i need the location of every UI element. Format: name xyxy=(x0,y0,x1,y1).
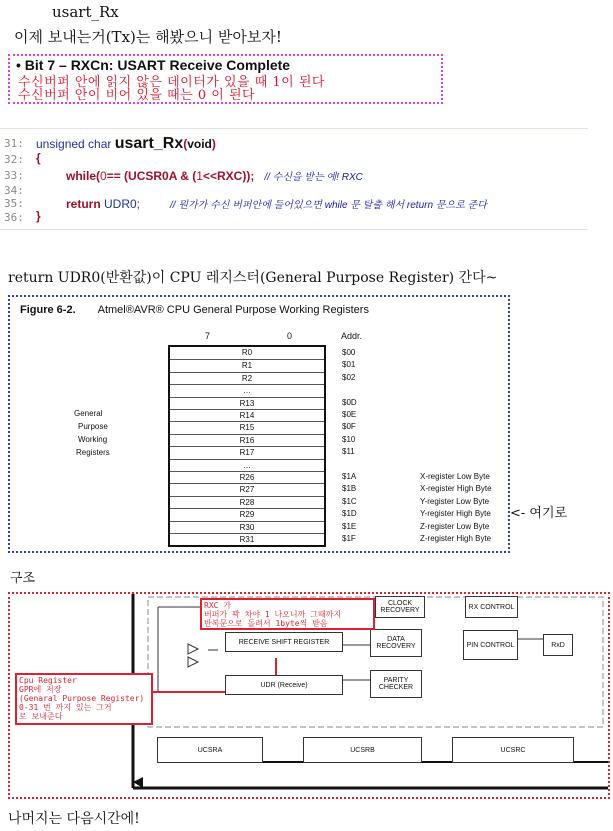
data-recovery-block: DATA RECOVERY xyxy=(370,629,422,657)
code-number: 0 xyxy=(100,169,107,183)
group-label: General xyxy=(74,409,103,418)
cpu-note-line: Cpu Register xyxy=(19,676,77,685)
code-type: unsigned char xyxy=(36,137,115,151)
register-row: R30 xyxy=(170,521,324,533)
group-label: Registers xyxy=(76,448,110,457)
cpu-note-line: GPR에 저장 xyxy=(19,685,62,694)
intro-text: 이제 보내는거(Tx)는 해봤으니 받아보자! xyxy=(14,28,282,46)
register-row: R31 xyxy=(170,533,324,545)
register-addr: $11 xyxy=(342,447,355,457)
register-addr: $10 xyxy=(342,434,356,444)
code-comment: // 뭔가가 수신 버퍼안에 들어있으면 while 문 탈출 해서 return 문으로 준다 xyxy=(170,200,487,211)
register-row: R26 xyxy=(170,471,324,483)
register-desc: X-register High Byte xyxy=(420,484,492,494)
cpu-note-line: 로 보내준다 xyxy=(19,712,63,721)
code-line-signature xyxy=(36,135,216,153)
code-block xyxy=(0,128,588,230)
code-number: 1 xyxy=(196,169,203,183)
register-row: R13 xyxy=(170,397,324,409)
clock-recovery-block: CLOCK RECOVERY xyxy=(375,596,425,618)
group-label: Working xyxy=(78,435,108,444)
register-addr: $0D xyxy=(342,397,357,407)
rxc-note xyxy=(200,598,375,630)
code-token: ) xyxy=(211,137,216,151)
line-number: 35: xyxy=(4,197,24,210)
rx-control-block: RX CONTROL xyxy=(465,596,518,618)
register-row: R0 xyxy=(241,348,253,357)
code-line-return xyxy=(66,196,487,211)
register-row: R1 xyxy=(170,359,324,371)
figure-caption: Atmel®AVR® CPU General Purpose Working Registers xyxy=(97,304,369,316)
register-addr: $00 xyxy=(342,348,356,357)
bit-0-label: 0 xyxy=(287,331,293,341)
addr-header: Addr. xyxy=(341,331,363,341)
register-row: R2 xyxy=(170,372,324,384)
return-description: return UDR0(반환값)이 CPU 레지스터(General Purpose Register) 간다~ xyxy=(8,270,498,286)
receive-shift-register-block: RECEIVE SHIFT REGISTER xyxy=(225,632,343,652)
register-addr: $0F xyxy=(342,422,356,432)
line-number: 32: xyxy=(4,153,24,166)
code-token: ( xyxy=(183,137,188,151)
register-row: R17 xyxy=(170,446,324,458)
code-func-name: usart_Rx xyxy=(114,135,184,152)
code-comment: // 수신을 받는 예! RXC xyxy=(264,172,363,183)
cpu-note-line: 0-31 번 까지 있는 그거 xyxy=(19,703,112,712)
ucsrb-block: UCSRB xyxy=(303,737,422,763)
register-row: … xyxy=(170,459,324,471)
register-row: R29 xyxy=(170,508,324,520)
bit-line-2: 수신버퍼 안이 비어 있을 때는 0 이 된다 xyxy=(18,88,256,103)
cpu-note-line: (Genaral Purpose Register) xyxy=(19,694,145,703)
register-addr: $02 xyxy=(342,372,356,382)
bit-7-label: 7 xyxy=(205,331,211,341)
register-row: R27 xyxy=(170,483,324,495)
code-close-brace: } xyxy=(36,209,41,223)
bit-heading: • Bit 7 – RXCn: USART Receive Complete xyxy=(16,57,291,73)
pin-control-block: PIN CONTROL xyxy=(463,630,518,660)
closing-text: 나머지는 다음시간에! xyxy=(8,811,140,827)
udr-receive-block: UDR (Receive) xyxy=(225,675,343,695)
register-addr: $1C xyxy=(342,496,357,506)
line-number: 36: xyxy=(4,211,24,224)
rxc-note-line: RXC 가 xyxy=(204,601,231,610)
ucsra-block: UCSRA xyxy=(157,737,263,763)
code-line-while xyxy=(66,168,363,183)
figure-title xyxy=(20,304,369,316)
register-addr: $1F xyxy=(342,534,356,543)
cpu-register-note xyxy=(15,673,153,725)
register-addr: $1B xyxy=(342,484,357,494)
rxc-note-line: 반복문으로 돌려서 1byte씩 받음 xyxy=(204,619,328,628)
register-row: R15 xyxy=(170,421,324,433)
line-number: 34: xyxy=(4,184,24,197)
code-token: ( xyxy=(96,169,101,183)
figure-label: Figure 6-2. xyxy=(20,304,76,316)
register-row: R14 xyxy=(170,409,324,421)
register-addr: $0E xyxy=(342,410,357,419)
register-desc: Z-register Low Byte xyxy=(420,521,490,531)
structure-label: 구조 xyxy=(10,571,36,586)
register-row: R28 xyxy=(170,496,324,508)
code-token: == (UCSR0A & ( xyxy=(106,169,197,183)
line-number: 33: xyxy=(4,169,24,182)
page-title: usart_Rx xyxy=(52,3,119,21)
code-token: <<RXC)); xyxy=(202,169,255,183)
register-desc: X-register Low Byte xyxy=(420,472,490,481)
register-addr: $01 xyxy=(342,360,356,370)
bit-line-1: 수신버퍼 안에 읽지 않은 데이터가 있을 때 1이 된다 xyxy=(18,75,325,90)
code-keyword: return xyxy=(66,197,101,211)
code-void: void xyxy=(187,137,212,151)
code-keyword: while xyxy=(66,169,97,183)
rxd-block: RxD xyxy=(543,634,573,656)
register-row: … xyxy=(170,384,324,396)
register-row: R16 xyxy=(170,434,324,446)
register-desc: Y-register Low Byte xyxy=(420,496,490,506)
ucsrc-block: UCSRC xyxy=(452,737,574,763)
here-arrow-label: <- 여기로 xyxy=(510,506,568,521)
rxc-note-line: 버퍼가 꽉 차야 1 나오니까 그때까지 xyxy=(204,610,342,619)
group-label: Purpose xyxy=(78,422,108,431)
register-desc: Y-register High Byte xyxy=(420,509,491,519)
register-addr: $1A xyxy=(342,472,357,481)
code-open-brace: { xyxy=(36,151,41,165)
register-addr: $1E xyxy=(342,521,357,531)
register-desc: Z-register High Byte xyxy=(420,534,492,543)
line-number: 31: xyxy=(4,137,24,150)
register-addr: $1D xyxy=(342,509,357,519)
parity-checker-block: PARITY CHECKER xyxy=(370,670,422,698)
code-token: UDR0; xyxy=(100,197,141,211)
